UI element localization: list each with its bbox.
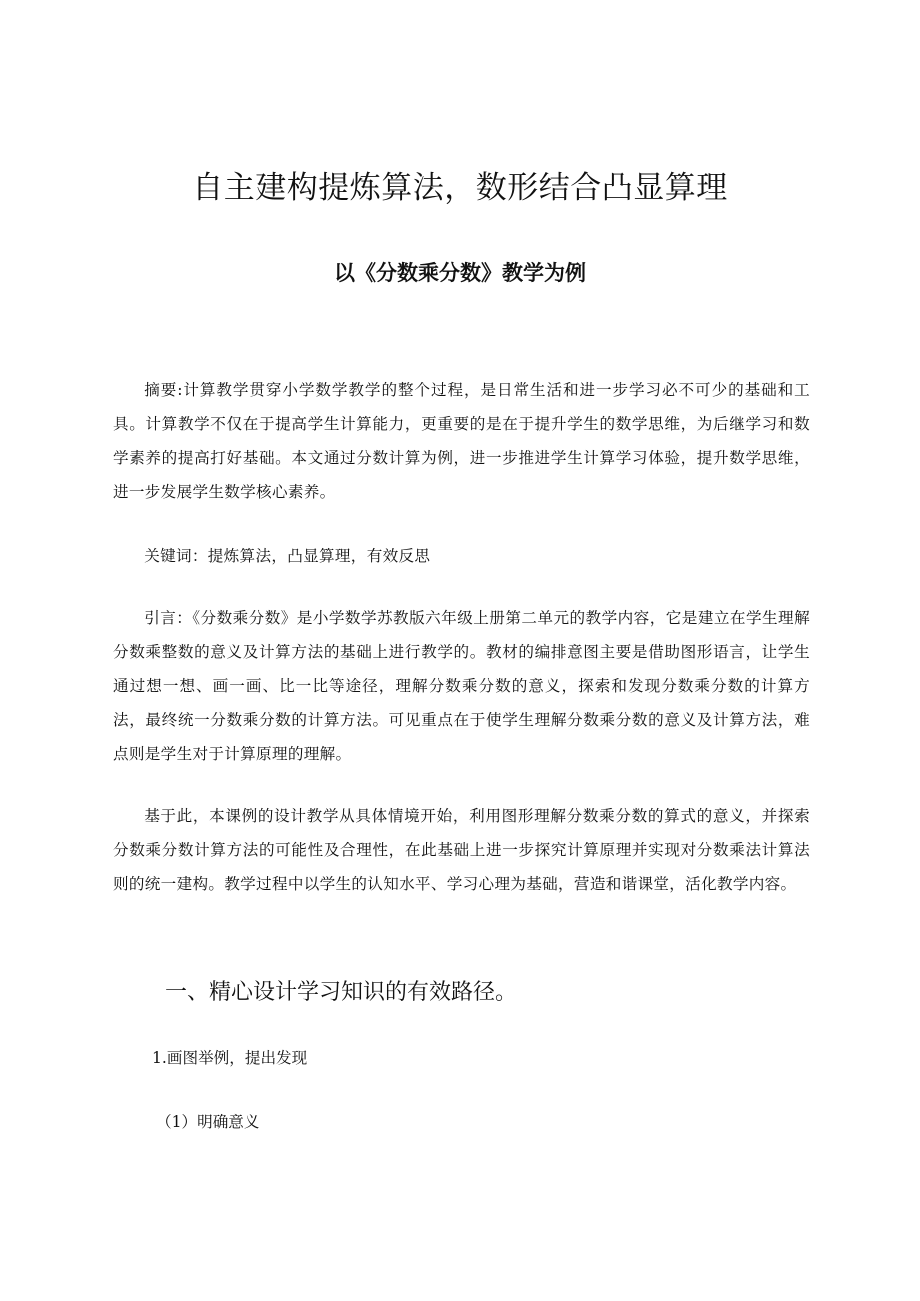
subsection-heading: 1.画图举例，提出发现	[152, 1049, 308, 1067]
subsubsection-heading: （1）明确意义	[156, 1113, 260, 1131]
section-heading: 一、精心设计学习知识的有效路径。	[165, 980, 518, 1005]
introduction-paragraph: 引言：《分数乘分数》是小学数学苏教版六年级上册第二单元的教学内容，它是建立在学生理解分数乘整数的意义及计算方法的基础上进行教学的。教材的编排意图主要是借助图形语言，让学生通过想一想、画一画、比一比等途径，理解分数乘分数的意义，探索和发现分数乘分数的计算方法，最终统一分数乘分数的计算方法。可见重点在于使学生理解分数乘分数的意义及计算方法，难点则是学生对于计算原理的理解。	[113, 609, 810, 763]
abstract-paragraph: 摘要:计算教学贯穿小学数学教学的整个过程，是日常生活和进一步学习必不可少的基础和工具。计算教学不仅在于提高学生计算能力，更重要的是在于提升学生的数学思维，为后继学习和数学素养的提高打好基础。本文通过分数计算为例，进一步推进学生计算学习体验，提升数学思维，进一步发展学生数学核心素养。	[113, 381, 810, 501]
document-title: 自主建构提炼算法，数形结合凸显算理	[192, 170, 728, 206]
document-subtitle: 以《分数乘分数》教学为例	[334, 260, 586, 285]
basis-paragraph: 基于此，本课例的设计教学从具体情境开始，利用图形理解分数乘分数的算式的意义，并探索分数乘分数计算方法的可能性及合理性，在此基础上进一步探究计算原理并实现对分数乘法计算法则的统一建构。教学过程中以学生的认知水平、学习心理为基础，营造和谐课堂，活化教学内容。	[113, 807, 810, 893]
keywords-paragraph: 关键词：提炼算法，凸显算理，有效反思	[144, 547, 431, 565]
